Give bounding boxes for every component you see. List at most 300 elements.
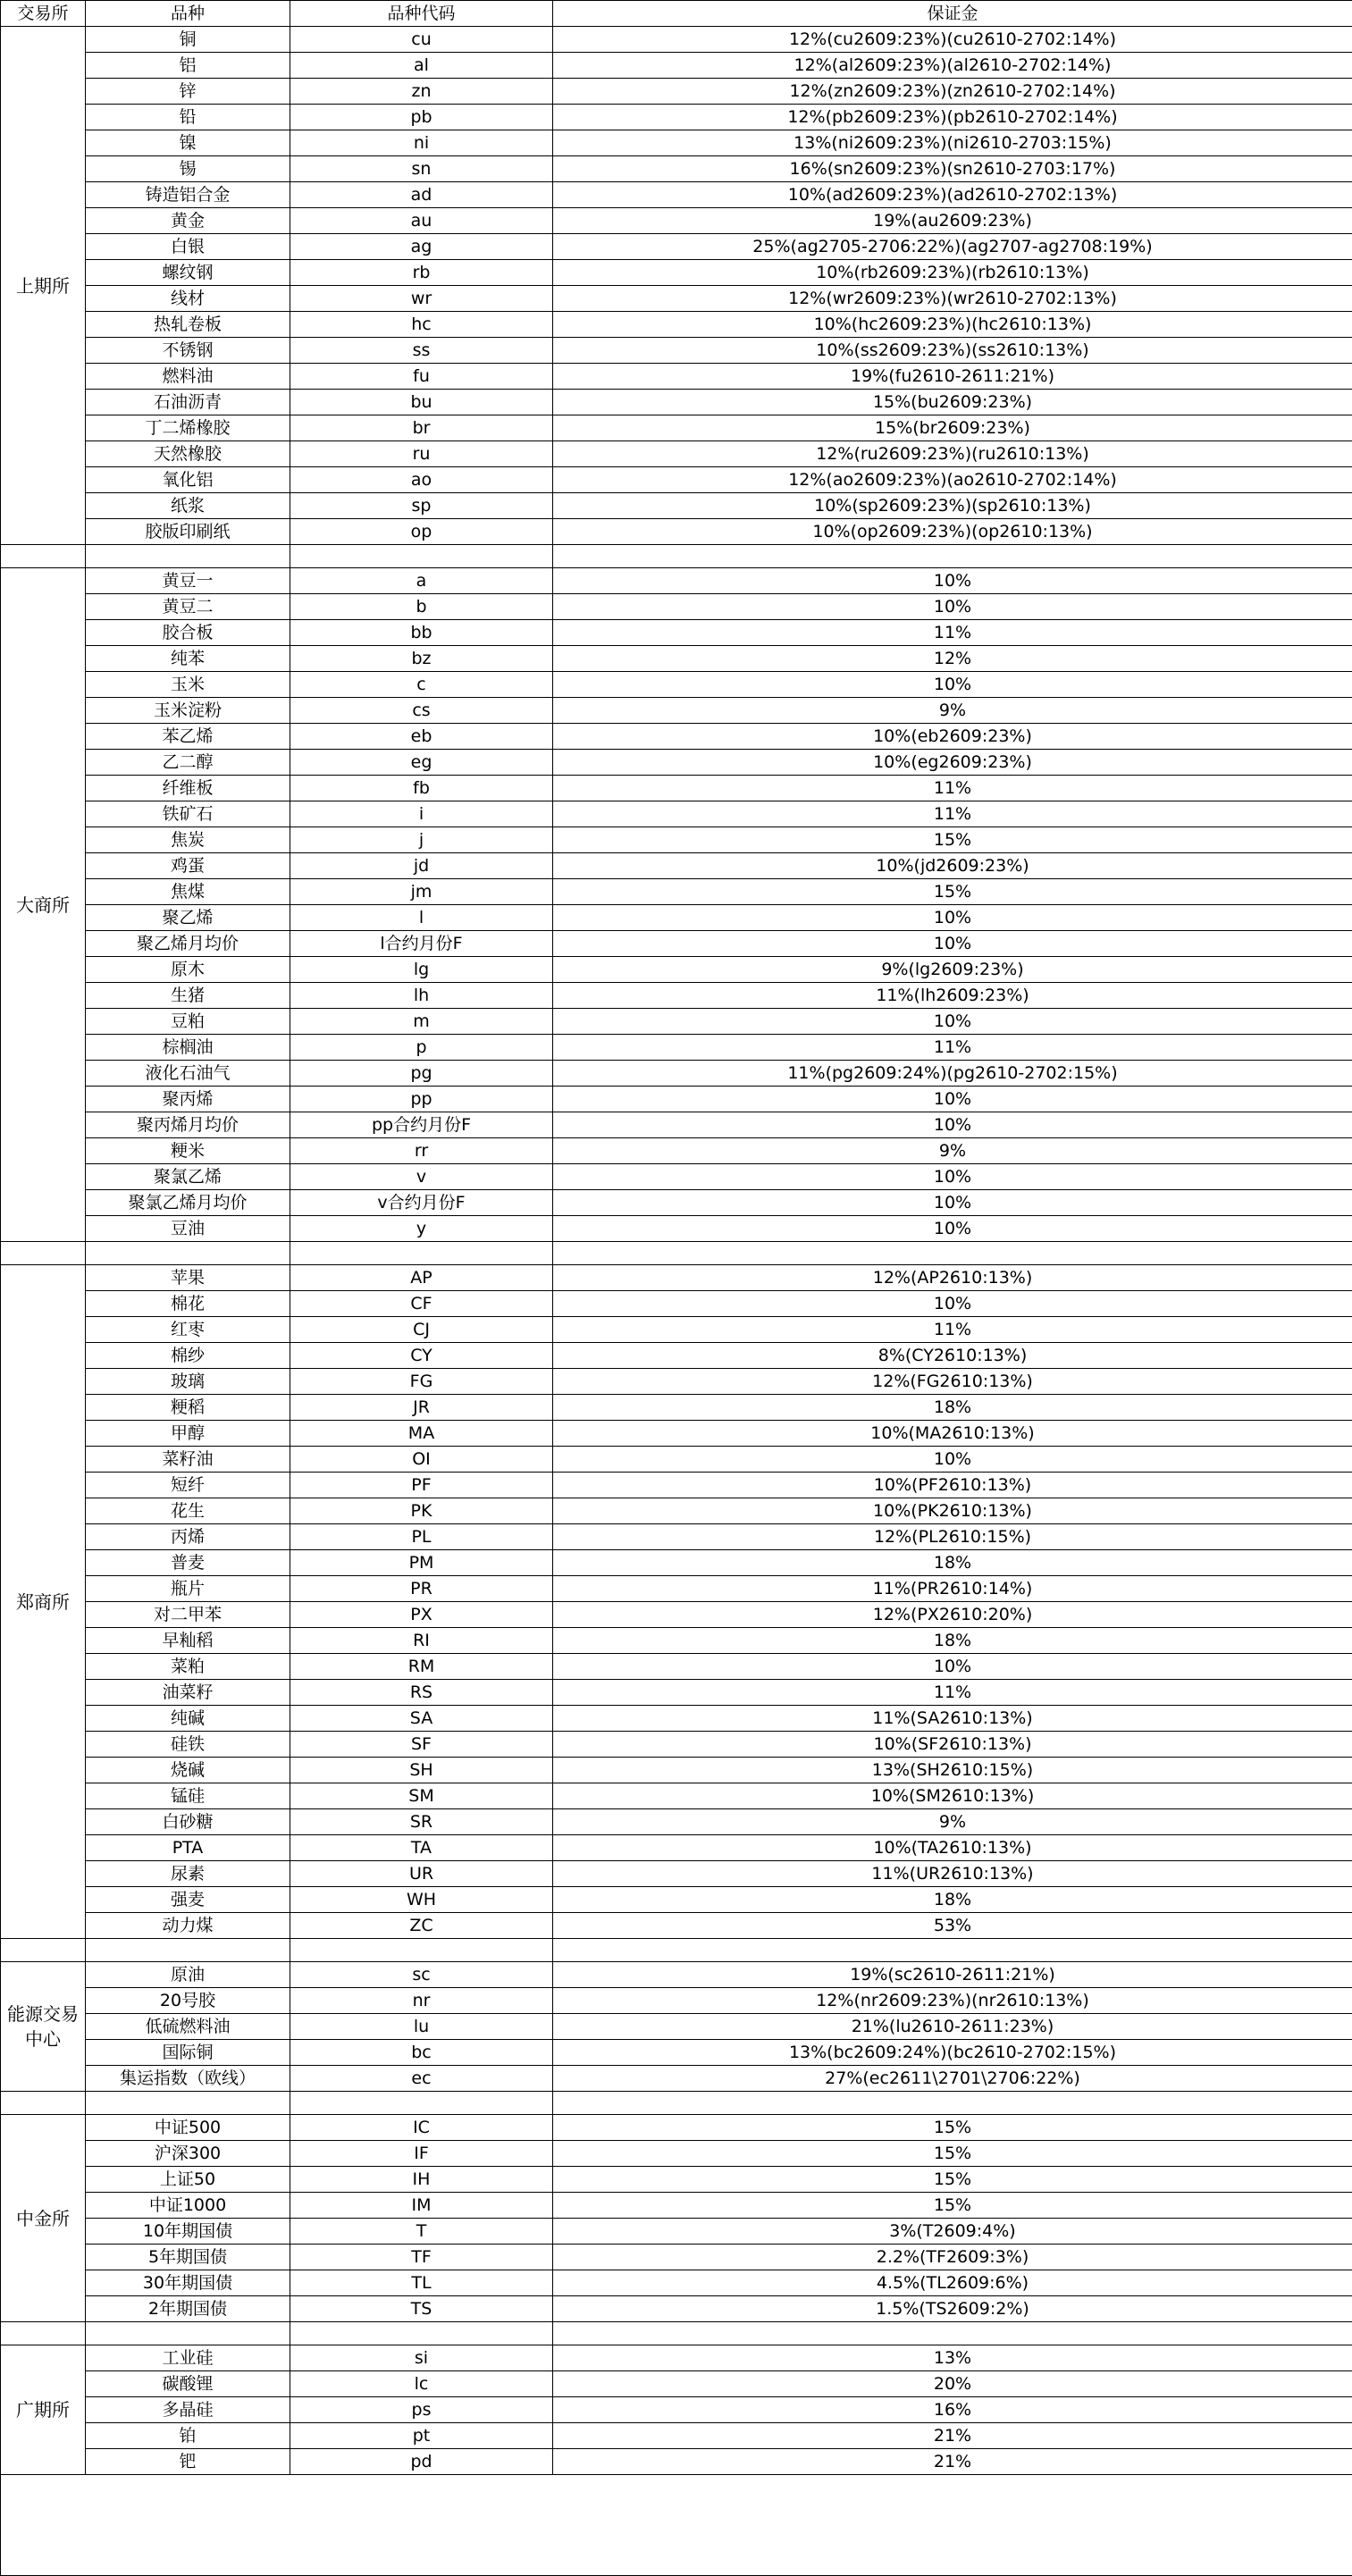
code-cell: PM xyxy=(290,1550,553,1576)
table-row xyxy=(1,801,1352,827)
code-cell: v xyxy=(290,1164,553,1190)
code-cell: PR xyxy=(290,1576,553,1602)
product-cell: 苯乙烯 xyxy=(86,724,290,750)
product-cell: PTA xyxy=(86,1835,290,1861)
table-row xyxy=(1,776,1352,801)
table-row xyxy=(1,156,1352,182)
margin-cell: 10%(TA2610:13%) xyxy=(553,1835,1352,1861)
margin-cell: 10%(rb2609:23%)(rb2610:13%) xyxy=(553,260,1352,286)
empty-cell xyxy=(86,2092,290,2115)
product-cell: 油菜籽 xyxy=(86,1680,290,1706)
product-cell: 丙烯 xyxy=(86,1524,290,1550)
margin-cell: 10%(MA2610:13%) xyxy=(553,1421,1352,1447)
product-cell: 天然橡胶 xyxy=(86,441,290,467)
product-cell: 中证500 xyxy=(86,2115,290,2141)
margin-cell: 11%(UR2610:13%) xyxy=(553,1861,1352,1887)
code-cell: CY xyxy=(290,1343,553,1369)
margin-cell: 16% xyxy=(553,2397,1352,2423)
table-row xyxy=(1,1524,1352,1550)
table-row xyxy=(1,2296,1352,2322)
product-cell: 硅铁 xyxy=(86,1732,290,1758)
margin-cell: 11%(lh2609:23%) xyxy=(553,983,1352,1009)
table-row xyxy=(1,568,1352,594)
margin-cell: 1.5%(TS2609:2%) xyxy=(553,2296,1352,2322)
code-cell: ec xyxy=(290,2066,553,2092)
product-cell: 原油 xyxy=(86,1962,290,1988)
product-cell: 早籼稻 xyxy=(86,1628,290,1654)
code-cell: nr xyxy=(290,1988,553,2014)
code-cell: lg xyxy=(290,957,553,983)
margin-cell: 12%(FG2610:13%) xyxy=(553,1369,1352,1395)
product-cell: 5年期国债 xyxy=(86,2245,290,2270)
code-cell: T xyxy=(290,2219,553,2245)
table-row xyxy=(1,698,1352,724)
product-cell: 胶版印刷纸 xyxy=(86,519,290,545)
empty-cell xyxy=(553,2092,1352,2115)
code-cell: RS xyxy=(290,1680,553,1706)
product-cell: 集运指数（欧线） xyxy=(86,2066,290,2092)
margin-cell: 16%(sn2609:23%)(sn2610-2703:17%) xyxy=(553,156,1352,182)
margin-cell: 15%(bu2609:23%) xyxy=(553,390,1352,415)
code-cell: PK xyxy=(290,1498,553,1524)
code-cell: eg xyxy=(290,750,553,776)
code-cell: IH xyxy=(290,2167,553,2193)
margin-cell: 10%(eg2609:23%) xyxy=(553,750,1352,776)
margin-cell: 11% xyxy=(553,1317,1352,1343)
product-cell: 纸浆 xyxy=(86,493,290,519)
empty-cell xyxy=(290,545,553,568)
product-cell: 聚氯乙烯 xyxy=(86,1164,290,1190)
product-cell: 20号胶 xyxy=(86,1988,290,2014)
table-row xyxy=(1,2193,1352,2219)
table-row xyxy=(1,364,1352,390)
code-cell: JR xyxy=(290,1395,553,1421)
code-cell: jm xyxy=(290,879,553,905)
code-cell: y xyxy=(290,1216,553,1242)
product-cell: 豆粕 xyxy=(86,1009,290,1035)
table-row xyxy=(1,1887,1352,1913)
product-cell: 多晶硅 xyxy=(86,2397,290,2423)
table-row xyxy=(1,724,1352,750)
code-cell: bz xyxy=(290,646,553,672)
margin-cell: 3%(T2609:4%) xyxy=(553,2219,1352,2245)
table-row xyxy=(1,2115,1352,2141)
code-cell: v合约月份F xyxy=(290,1190,553,1216)
product-cell: 菜籽油 xyxy=(86,1447,290,1473)
code-cell: FG xyxy=(290,1369,553,1395)
margin-cell: 19%(au2609:23%) xyxy=(553,208,1352,234)
table-row xyxy=(1,182,1352,208)
empty-cell xyxy=(553,545,1352,568)
margin-cell: 13% xyxy=(553,2345,1352,2371)
product-cell: 强麦 xyxy=(86,1887,290,1913)
spacer-row xyxy=(1,1939,1352,1962)
margin-cell: 10% xyxy=(553,594,1352,620)
code-cell: pp合约月份F xyxy=(290,1112,553,1138)
margin-cell: 11% xyxy=(553,1035,1352,1061)
code-cell: cs xyxy=(290,698,553,724)
table-row xyxy=(1,2040,1352,2066)
margin-cell: 15% xyxy=(553,879,1352,905)
code-cell: WH xyxy=(290,1887,553,1913)
product-cell: 玻璃 xyxy=(86,1369,290,1395)
table-row xyxy=(1,594,1352,620)
code-cell: pp xyxy=(290,1087,553,1112)
code-cell: bu xyxy=(290,390,553,415)
product-cell: 中证1000 xyxy=(86,2193,290,2219)
margin-cell: 27%(ec2611\2701\2706:22%) xyxy=(553,2066,1352,2092)
empty-cell xyxy=(86,1939,290,1962)
table-row xyxy=(1,2245,1352,2270)
table-row xyxy=(1,338,1352,364)
table-row xyxy=(1,1783,1352,1809)
product-cell: 乙二醇 xyxy=(86,750,290,776)
margin-cell: 10%(ss2609:23%)(ss2610:13%) xyxy=(553,338,1352,364)
code-cell: SF xyxy=(290,1732,553,1758)
margin-cell: 19%(fu2610-2611:21%) xyxy=(553,364,1352,390)
table-row xyxy=(1,260,1352,286)
table-row xyxy=(1,1317,1352,1343)
product-cell: 白砂糖 xyxy=(86,1809,290,1835)
code-cell: si xyxy=(290,2345,553,2371)
code-cell: RI xyxy=(290,1628,553,1654)
product-cell: 黄金 xyxy=(86,208,290,234)
margin-cell: 25%(ag2705-2706:22%)(ag2707-ag2708:19%) xyxy=(553,234,1352,260)
table-row xyxy=(1,1576,1352,1602)
empty-cell xyxy=(1,2092,86,2115)
code-cell: TL xyxy=(290,2270,553,2296)
table-row xyxy=(1,2449,1352,2475)
empty-cell xyxy=(1,545,86,568)
code-cell: rr xyxy=(290,1138,553,1164)
code-cell: CJ xyxy=(290,1317,553,1343)
product-cell: 白银 xyxy=(86,234,290,260)
code-cell: ad xyxy=(290,182,553,208)
margin-cell: 15% xyxy=(553,2193,1352,2219)
table-row xyxy=(1,1190,1352,1216)
table-row xyxy=(1,2371,1352,2397)
empty-cell xyxy=(1,2475,1352,2576)
code-cell: zn xyxy=(290,79,553,105)
product-cell: 花生 xyxy=(86,1498,290,1524)
margin-cell: 10% xyxy=(553,1216,1352,1242)
code-cell: PL xyxy=(290,1524,553,1550)
product-cell: 碳酸锂 xyxy=(86,2371,290,2397)
spacer-row xyxy=(1,2322,1352,2345)
table-row xyxy=(1,1835,1352,1861)
product-cell: 铜 xyxy=(86,27,290,53)
code-cell: AP xyxy=(290,1265,553,1291)
margin-cell: 10% xyxy=(553,931,1352,957)
code-cell: p xyxy=(290,1035,553,1061)
table-row xyxy=(1,1138,1352,1164)
product-cell: 液化石油气 xyxy=(86,1061,290,1087)
margin-cell: 13%(bc2609:24%)(bc2610-2702:15%) xyxy=(553,2040,1352,2066)
code-cell: TF xyxy=(290,2245,553,2270)
product-cell: 上证50 xyxy=(86,2167,290,2193)
code-cell: br xyxy=(290,415,553,441)
product-cell: 鸡蛋 xyxy=(86,853,290,879)
product-cell: 聚氯乙烯月均价 xyxy=(86,1190,290,1216)
empty-cell xyxy=(553,1939,1352,1962)
empty-cell xyxy=(1,1939,86,1962)
product-cell: 尿素 xyxy=(86,1861,290,1887)
header-product: 品种 xyxy=(86,1,290,27)
code-cell: sc xyxy=(290,1962,553,1988)
margin-cell: 10% xyxy=(553,1164,1352,1190)
code-cell: ru xyxy=(290,441,553,467)
code-cell: ZC xyxy=(290,1913,553,1939)
exchange-cell: 大商所 xyxy=(1,568,86,1242)
table-row xyxy=(1,620,1352,646)
product-cell: 丁二烯橡胶 xyxy=(86,415,290,441)
code-cell: RM xyxy=(290,1654,553,1680)
product-cell: 焦煤 xyxy=(86,879,290,905)
product-cell: 低硫燃料油 xyxy=(86,2014,290,2040)
trailing-empty-row xyxy=(1,2475,1352,2576)
code-cell: al xyxy=(290,53,553,79)
header-margin: 保证金 xyxy=(553,1,1352,27)
product-cell: 普麦 xyxy=(86,1550,290,1576)
code-cell: ag xyxy=(290,234,553,260)
product-cell: 热轧卷板 xyxy=(86,312,290,338)
code-cell: cu xyxy=(290,27,553,53)
margin-cell: 9% xyxy=(553,1138,1352,1164)
header-code: 品种代码 xyxy=(290,1,553,27)
code-cell: wr xyxy=(290,286,553,312)
product-cell: 烧碱 xyxy=(86,1758,290,1783)
table-row xyxy=(1,879,1352,905)
margin-cell: 10%(sp2609:23%)(sp2610:13%) xyxy=(553,493,1352,519)
table-row xyxy=(1,234,1352,260)
product-cell: 粳稻 xyxy=(86,1395,290,1421)
table-row xyxy=(1,1913,1352,1939)
code-cell: pd xyxy=(290,2449,553,2475)
table-row xyxy=(1,1447,1352,1473)
table-row xyxy=(1,1628,1352,1654)
code-cell: TS xyxy=(290,2296,553,2322)
product-cell: 粳米 xyxy=(86,1138,290,1164)
margin-cell: 10%(op2609:23%)(op2610:13%) xyxy=(553,519,1352,545)
table-row xyxy=(1,1706,1352,1732)
product-cell: 钯 xyxy=(86,2449,290,2475)
table-row xyxy=(1,1035,1352,1061)
product-cell: 石油沥青 xyxy=(86,390,290,415)
margin-cell: 2.2%(TF2609:3%) xyxy=(553,2245,1352,2270)
product-cell: 铸造铝合金 xyxy=(86,182,290,208)
margin-cell: 12%(ao2609:23%)(ao2610-2702:14%) xyxy=(553,467,1352,493)
product-cell: 黄豆二 xyxy=(86,594,290,620)
product-cell: 铁矿石 xyxy=(86,801,290,827)
margin-cell: 11% xyxy=(553,620,1352,646)
code-cell: PF xyxy=(290,1473,553,1498)
product-cell: 锡 xyxy=(86,156,290,182)
margin-cell: 10% xyxy=(553,568,1352,594)
margin-cell: 10% xyxy=(553,1112,1352,1138)
exchange-cell: 郑商所 xyxy=(1,1265,86,1939)
code-cell: MA xyxy=(290,1421,553,1447)
spacer-row xyxy=(1,2092,1352,2115)
table-row xyxy=(1,853,1352,879)
product-cell: 黄豆一 xyxy=(86,568,290,594)
exchange-cell: 能源交易中心 xyxy=(1,1962,86,2092)
code-cell: IM xyxy=(290,2193,553,2219)
margin-cell: 10% xyxy=(553,1291,1352,1317)
margin-cell: 19%(sc2610-2611:21%) xyxy=(553,1962,1352,1988)
table-row xyxy=(1,493,1352,519)
code-cell: c xyxy=(290,672,553,698)
product-cell: 红枣 xyxy=(86,1317,290,1343)
product-cell: 豆油 xyxy=(86,1216,290,1242)
table-row xyxy=(1,286,1352,312)
table-row xyxy=(1,390,1352,415)
product-cell: 铂 xyxy=(86,2423,290,2449)
code-cell: ao xyxy=(290,467,553,493)
code-cell: fu xyxy=(290,364,553,390)
exchange-cell: 广期所 xyxy=(1,2345,86,2475)
margin-cell: 10%(PF2610:13%) xyxy=(553,1473,1352,1498)
margin-cell: 53% xyxy=(553,1913,1352,1939)
margin-cell: 10%(SF2610:13%) xyxy=(553,1732,1352,1758)
margin-cell: 21% xyxy=(553,2423,1352,2449)
code-cell: l合约月份F xyxy=(290,931,553,957)
code-cell: i xyxy=(290,801,553,827)
margin-cell: 10% xyxy=(553,672,1352,698)
margin-cell: 21% xyxy=(553,2449,1352,2475)
table-row xyxy=(1,1809,1352,1835)
margin-cell: 12%(AP2610:13%) xyxy=(553,1265,1352,1291)
margin-cell: 10% xyxy=(553,1447,1352,1473)
table-row xyxy=(1,1061,1352,1087)
margin-cell: 12%(zn2609:23%)(zn2610-2702:14%) xyxy=(553,79,1352,105)
code-cell: j xyxy=(290,827,553,853)
product-cell: 菜粕 xyxy=(86,1654,290,1680)
table-row xyxy=(1,1758,1352,1783)
table-row xyxy=(1,2345,1352,2371)
table-row xyxy=(1,1265,1352,1291)
margin-cell: 10% xyxy=(553,905,1352,931)
product-cell: 铝 xyxy=(86,53,290,79)
margin-cell: 12%(wr2609:23%)(wr2610-2702:13%) xyxy=(553,286,1352,312)
margin-cell: 10%(PK2610:13%) xyxy=(553,1498,1352,1524)
code-cell: IF xyxy=(290,2141,553,2167)
product-cell: 棉纱 xyxy=(86,1343,290,1369)
margin-cell: 21%(lu2610-2611:23%) xyxy=(553,2014,1352,2040)
table-row xyxy=(1,2423,1352,2449)
table-row xyxy=(1,1009,1352,1035)
code-cell: pb xyxy=(290,105,553,130)
table-row xyxy=(1,1602,1352,1628)
code-cell: bb xyxy=(290,620,553,646)
table-row xyxy=(1,983,1352,1009)
table-row xyxy=(1,1988,1352,2014)
margin-cell: 12%(PX2610:20%) xyxy=(553,1602,1352,1628)
product-cell: 镍 xyxy=(86,130,290,156)
product-cell: 国际铜 xyxy=(86,2040,290,2066)
code-cell: UR xyxy=(290,1861,553,1887)
code-cell: ni xyxy=(290,130,553,156)
table-row xyxy=(1,2014,1352,2040)
product-cell: 铅 xyxy=(86,105,290,130)
table-row xyxy=(1,441,1352,467)
code-cell: CF xyxy=(290,1291,553,1317)
margin-cell: 18% xyxy=(553,1550,1352,1576)
empty-cell xyxy=(86,545,290,568)
margin-cell: 10%(eb2609:23%) xyxy=(553,724,1352,750)
product-cell: 不锈钢 xyxy=(86,338,290,364)
product-cell: 甲醇 xyxy=(86,1421,290,1447)
table-row xyxy=(1,1473,1352,1498)
table-row xyxy=(1,1216,1352,1242)
table-row xyxy=(1,2141,1352,2167)
code-cell: lc xyxy=(290,2371,553,2397)
code-cell: SM xyxy=(290,1783,553,1809)
code-cell: m xyxy=(290,1009,553,1035)
code-cell: SA xyxy=(290,1706,553,1732)
product-cell: 纯苯 xyxy=(86,646,290,672)
table-row xyxy=(1,130,1352,156)
margin-cell: 20% xyxy=(553,2371,1352,2397)
product-cell: 沪深300 xyxy=(86,2141,290,2167)
table-row xyxy=(1,2066,1352,2092)
code-cell: fb xyxy=(290,776,553,801)
table-row xyxy=(1,1291,1352,1317)
table-row xyxy=(1,519,1352,545)
product-cell: 2年期国债 xyxy=(86,2296,290,2322)
margin-cell: 13%(SH2610:15%) xyxy=(553,1758,1352,1783)
margin-cell: 15% xyxy=(553,2115,1352,2141)
code-cell: OI xyxy=(290,1447,553,1473)
margin-cell: 15% xyxy=(553,2141,1352,2167)
spacer-row xyxy=(1,1242,1352,1265)
margin-cell: 12% xyxy=(553,646,1352,672)
code-cell: SR xyxy=(290,1809,553,1835)
product-cell: 纯碱 xyxy=(86,1706,290,1732)
margin-cell: 12%(PL2610:15%) xyxy=(553,1524,1352,1550)
margin-cell: 12%(pb2609:23%)(pb2610-2702:14%) xyxy=(553,105,1352,130)
product-cell: 聚乙烯 xyxy=(86,905,290,931)
code-cell: lu xyxy=(290,2014,553,2040)
product-cell: 聚丙烯月均价 xyxy=(86,1112,290,1138)
code-cell: rb xyxy=(290,260,553,286)
margin-cell: 12%(nr2609:23%)(nr2610:13%) xyxy=(553,1988,1352,2014)
table-row xyxy=(1,827,1352,853)
table-row xyxy=(1,1962,1352,1988)
margin-cell: 13%(ni2609:23%)(ni2610-2703:15%) xyxy=(553,130,1352,156)
exchange-cell: 上期所 xyxy=(1,27,86,545)
product-cell: 30年期国债 xyxy=(86,2270,290,2296)
table-row xyxy=(1,1680,1352,1706)
empty-cell xyxy=(1,2322,86,2345)
table-row xyxy=(1,2397,1352,2423)
code-cell: sn xyxy=(290,156,553,182)
margin-cell: 18% xyxy=(553,1395,1352,1421)
code-cell: bc xyxy=(290,2040,553,2066)
margin-cell: 12%(ru2609:23%)(ru2610:13%) xyxy=(553,441,1352,467)
margin-cell: 10% xyxy=(553,1009,1352,1035)
table-row xyxy=(1,1112,1352,1138)
code-cell: SH xyxy=(290,1758,553,1783)
product-cell: 玉米淀粉 xyxy=(86,698,290,724)
product-cell: 瓶片 xyxy=(86,1576,290,1602)
product-cell: 纤维板 xyxy=(86,776,290,801)
code-cell: PX xyxy=(290,1602,553,1628)
table-row xyxy=(1,1550,1352,1576)
margin-cell: 11% xyxy=(553,801,1352,827)
exchange-cell: 中金所 xyxy=(1,2115,86,2322)
code-cell: jd xyxy=(290,853,553,879)
table-row xyxy=(1,79,1352,105)
